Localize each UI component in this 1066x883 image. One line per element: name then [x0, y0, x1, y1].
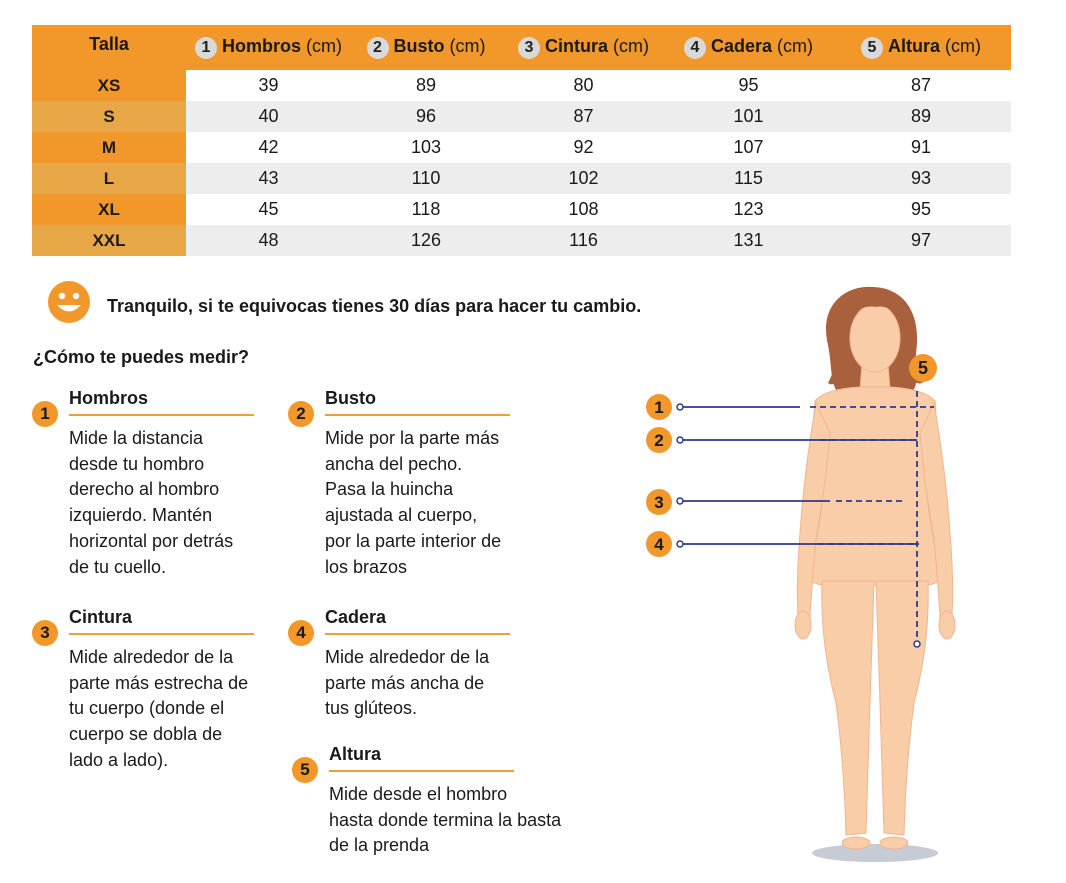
table-cell: 118: [351, 194, 501, 225]
marker-label: 3: [654, 493, 664, 512]
text-line: lado a lado).: [69, 749, 169, 770]
instruction-text: [325, 645, 540, 722]
table-row: [32, 194, 1011, 225]
table-cell: 39: [186, 70, 351, 101]
table-cell: 43: [186, 163, 351, 194]
column-name: Busto: [393, 36, 445, 57]
table-cell: 103: [351, 132, 501, 163]
table-cell: 95: [831, 194, 1011, 225]
marker-3: [646, 489, 672, 515]
size-cell: M: [32, 132, 186, 163]
instruction-title: Cadera: [325, 607, 387, 627]
number-badge-icon: 1: [32, 401, 58, 427]
table-cell: 40: [186, 101, 351, 132]
text-line: tu cuerpo (donde el: [69, 698, 225, 719]
text-line: de tu cuello.: [69, 556, 167, 577]
marker-label: 2: [654, 431, 664, 450]
table-cell: 45: [186, 194, 351, 225]
marker-label: 5: [917, 358, 929, 378]
table-cell: 80: [501, 70, 666, 101]
instruction-title: Hombros: [69, 388, 149, 408]
floor-shadow: [812, 844, 938, 862]
instruction-title: Busto: [325, 388, 376, 408]
table-cell: 89: [831, 101, 1011, 132]
text-line: de la prenda: [329, 835, 430, 856]
divider: [329, 770, 514, 772]
instruction-title: Cintura: [69, 607, 132, 627]
text-line: Pasa la huincha: [325, 479, 454, 500]
instruction-text: [329, 782, 589, 859]
number-badge-icon: 3: [518, 37, 540, 59]
text-line: hasta donde termina la basta: [329, 809, 562, 830]
table-cell: 89: [351, 70, 501, 101]
column-unit: (cm): [613, 36, 649, 57]
text-line: desde tu hombro: [69, 453, 205, 474]
text-line: derecho al hombro: [69, 479, 220, 500]
table-row: [32, 225, 1011, 256]
divider: [325, 414, 510, 416]
reassurance-text: Tranquilo, si te equivocas tienes 30 días para hacer tu cambio.: [107, 296, 642, 316]
text-line: por la parte interior de: [325, 530, 502, 551]
instruction-text: [69, 426, 284, 580]
column-unit: (cm): [945, 36, 981, 57]
table-row: [32, 101, 1011, 132]
table-cell: 95: [666, 70, 831, 101]
text-line: cuerpo se dobla de: [69, 724, 223, 745]
text-line: horizontal por detrás: [69, 530, 234, 551]
column-header-hombros: [186, 25, 351, 70]
text-line: izquierdo. Mantén: [69, 505, 213, 526]
size-header: Talla: [89, 34, 129, 54]
text-line: parte más estrecha de: [69, 672, 249, 693]
table-cell: 97: [831, 225, 1011, 256]
marker-label: 4: [654, 535, 664, 554]
text-line: ancha del pecho.: [325, 453, 463, 474]
instruction-text: [69, 645, 284, 774]
body-measurement-figure: [640, 283, 980, 868]
text-line: ajustada al cuerpo,: [325, 505, 478, 526]
column-unit: (cm): [777, 36, 814, 57]
table-cell: 101: [666, 101, 831, 132]
marker-5: [909, 354, 937, 382]
marker-2: [646, 427, 672, 453]
text-line: los brazos: [325, 556, 408, 577]
marker-4: [646, 531, 672, 557]
size-cell: XXL: [32, 225, 186, 256]
table-cell: 123: [666, 194, 831, 225]
table-cell: 116: [501, 225, 666, 256]
table-cell: 102: [501, 163, 666, 194]
size-table-header: [32, 25, 1011, 70]
column-name: Cadera: [710, 36, 773, 57]
table-cell: 131: [666, 225, 831, 256]
table-cell: 91: [831, 132, 1011, 163]
table-cell: 87: [831, 70, 1011, 101]
instruction-text: [325, 426, 540, 580]
instruction-title: Altura: [329, 744, 382, 764]
divider: [69, 414, 254, 416]
text-line: Mide alrededor de la: [325, 647, 490, 667]
table-cell: 108: [501, 194, 666, 225]
divider: [69, 633, 254, 635]
column-name: Hombros: [221, 36, 301, 57]
table-row: [32, 163, 1011, 194]
number-badge-icon: 5: [861, 37, 883, 59]
table-row: [32, 70, 1011, 101]
column-header-altura: [831, 25, 1011, 70]
table-cell: 93: [831, 163, 1011, 194]
size-cell: XL: [32, 194, 186, 225]
column-name: Cintura: [545, 36, 608, 57]
marker-1: [646, 394, 672, 420]
column-unit: (cm): [306, 36, 342, 57]
size-cell: S: [32, 101, 186, 132]
smiley-face-icon: [47, 280, 91, 324]
table-cell: 42: [186, 132, 351, 163]
text-line: Mide por la parte más: [325, 428, 500, 448]
marker-label: 1: [654, 398, 664, 417]
table-cell: 92: [501, 132, 666, 163]
table-row: [32, 132, 1011, 163]
number-badge-icon: 3: [32, 620, 58, 646]
column-header-cadera: [666, 25, 831, 70]
table-cell: 87: [501, 101, 666, 132]
text-line: Mide desde el hombro: [329, 784, 508, 804]
table-cell: 115: [666, 163, 831, 194]
text-line: Mide alrededor de la: [69, 647, 234, 667]
text-line: tus glúteos.: [325, 698, 418, 719]
number-badge-icon: 5: [292, 757, 318, 783]
table-cell: 110: [351, 163, 501, 194]
table-cell: 107: [666, 132, 831, 163]
number-badge-icon: 1: [195, 37, 217, 59]
column-name: Altura: [887, 36, 940, 57]
column-header-busto: [351, 25, 501, 70]
table-cell: 96: [351, 101, 501, 132]
how-to-measure-title: ¿Cómo te puedes medir?: [33, 347, 250, 367]
number-badge-icon: 2: [288, 401, 314, 427]
number-badge-icon: 4: [684, 37, 706, 59]
size-cell: XS: [32, 70, 186, 101]
text-line: parte más ancha de: [325, 672, 485, 693]
size-cell: L: [32, 163, 186, 194]
body-silhouette: [795, 304, 955, 849]
text-line: Mide la distancia: [69, 428, 204, 448]
table-cell: 126: [351, 225, 501, 256]
size-table: [32, 25, 1011, 256]
divider: [325, 633, 510, 635]
column-header-cintura: [501, 25, 666, 70]
column-unit: (cm): [449, 36, 486, 57]
table-cell: 48: [186, 225, 351, 256]
number-badge-icon: 4: [288, 620, 314, 646]
number-badge-icon: 2: [367, 37, 389, 59]
